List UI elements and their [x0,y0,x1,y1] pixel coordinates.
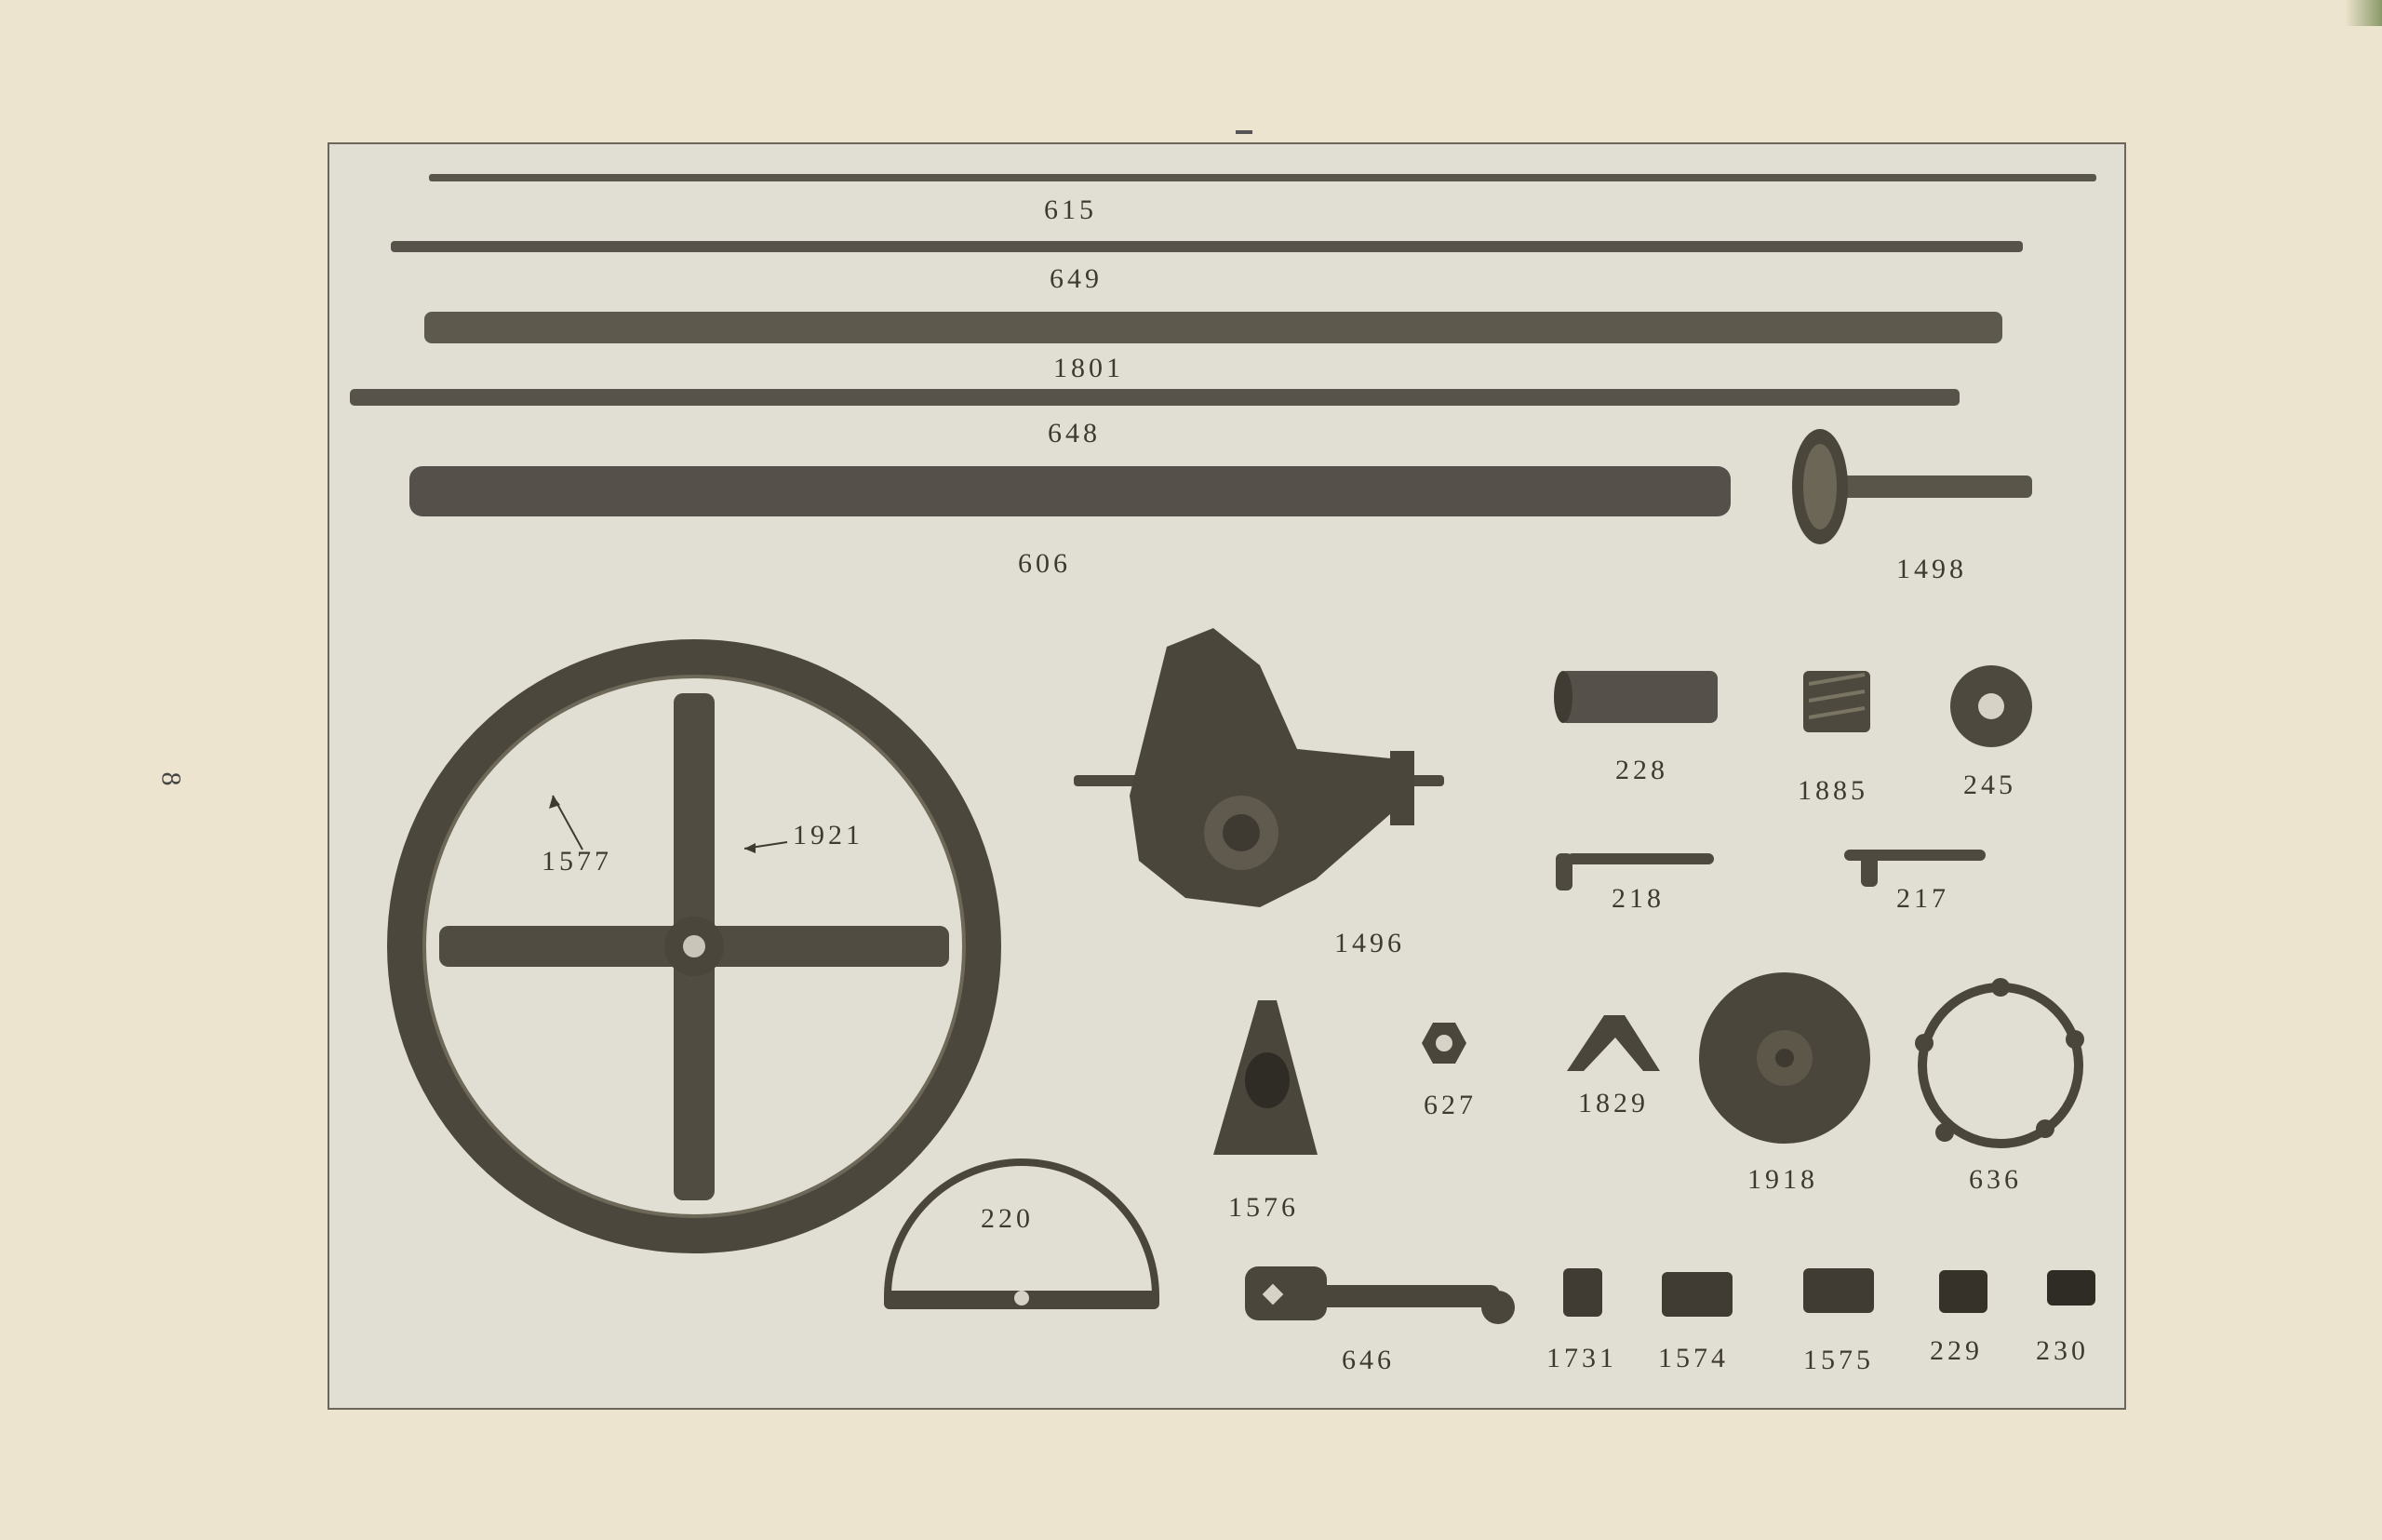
part-649-rod [391,241,2023,252]
part-1575-block [1803,1268,1874,1313]
label-228: 228 [1615,755,1668,785]
label-1498: 1498 [1896,554,1967,584]
label-1574: 1574 [1658,1343,1729,1373]
part-636-gasket [1915,978,2084,1144]
label-606: 606 [1018,548,1071,579]
part-1496-steering-gear-housing [1074,628,1444,907]
label-1918: 1918 [1747,1164,1818,1195]
part-615-rod [429,174,2096,181]
label-1921: 1921 [793,820,863,850]
part-648-rod [350,389,1960,406]
parts-photo-plate [328,142,2126,1410]
part-606-tube [409,466,1731,516]
part-1801-tube [424,312,2002,343]
label-615: 615 [1044,194,1097,225]
label-646: 646 [1342,1345,1395,1375]
part-627-nut [1422,1023,1466,1064]
part-1731-block [1563,1268,1602,1317]
label-220: 220 [981,1203,1034,1234]
part-646-arm [1245,1266,1515,1324]
label-217: 217 [1896,883,1949,914]
label-218: 218 [1612,883,1665,914]
label-1496: 1496 [1334,928,1405,958]
label-1731: 1731 [1546,1343,1617,1373]
part-245-washer [1950,665,2032,747]
part-1576-bracket [1213,1000,1318,1155]
part-229-block [1939,1270,1987,1313]
side-page-number: 8 [155,771,187,786]
part-1498-gear-shaft [1792,429,2032,544]
label-636: 636 [1969,1164,2022,1195]
label-1575: 1575 [1803,1345,1874,1375]
part-1918-cover [1699,972,1870,1144]
label-648: 648 [1048,418,1101,449]
part-220-quadrant [884,1162,1159,1309]
part-217-lever [1844,850,1986,887]
page-edge [2345,0,2382,26]
label-245: 245 [1963,770,2016,800]
label-230: 230 [2036,1335,2089,1366]
label-627: 627 [1424,1090,1477,1120]
label-229: 229 [1930,1335,1983,1366]
part-228-bushing [1554,671,1718,723]
part-1574-block [1662,1272,1733,1317]
label-1801: 1801 [1053,353,1124,383]
part-1829-clip [1567,1015,1660,1071]
label-1885: 1885 [1798,775,1868,806]
part-230-block [2047,1270,2095,1306]
part-1921-steering-wheel [406,658,983,1235]
label-1576: 1576 [1228,1192,1299,1223]
label-649: 649 [1050,263,1103,294]
label-1829: 1829 [1578,1088,1649,1118]
print-mark [1236,130,1252,134]
part-1885-worm [1803,671,1870,732]
label-1577: 1577 [542,846,612,877]
